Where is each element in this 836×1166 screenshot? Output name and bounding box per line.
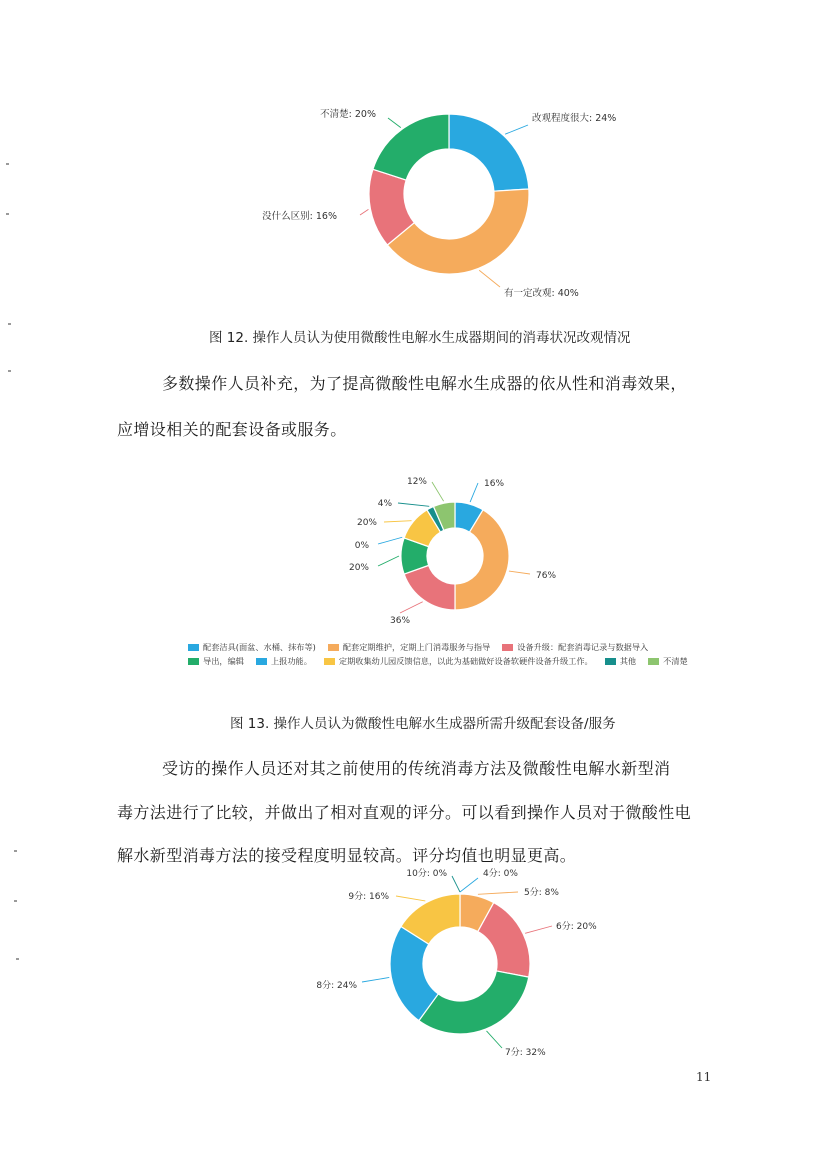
figure12-donut-chart (262, 108, 616, 299)
legend-label: 定期收集幼儿园反馈信息，以此为基础做好设备软硬件设备升级工作。 (338, 655, 593, 666)
figure14-donut-chart (316, 867, 597, 1058)
data-label: 6分: 20% (556, 922, 597, 932)
data-label: 9分: 16% (348, 892, 389, 902)
data-label: 76% (536, 571, 557, 581)
legend-row (188, 640, 708, 654)
leader-line (509, 571, 530, 574)
leader-line (505, 125, 528, 134)
leader-line (478, 892, 518, 894)
paragraph-2-line-1: 受访的操作人员还对其之前使用的传统消毒方法及微酸性电解水新型消 (162, 759, 671, 778)
legend-swatch (328, 644, 339, 651)
leader-line (378, 556, 399, 566)
leader-line (470, 483, 478, 502)
leader-line (384, 521, 412, 522)
legend-item (605, 656, 636, 667)
data-label: 没什么区别: 16% (262, 211, 337, 222)
legend-swatch (188, 658, 199, 665)
paragraph-1-line-2: 应增设相关的配套设备或服务。 (117, 420, 347, 439)
data-label: 4% (377, 499, 392, 509)
data-label: 8分: 24% (316, 981, 357, 991)
data-label: 不清楚: 20% (320, 109, 376, 120)
legend-swatch (605, 658, 616, 665)
data-label: 20% (348, 563, 369, 573)
donut-slice (449, 114, 529, 191)
legend-label: 导出，编辑 (203, 655, 244, 666)
leader-line (398, 503, 429, 506)
legend-item (648, 656, 688, 667)
legend-item (328, 642, 490, 653)
leader-line (362, 977, 389, 982)
legend-label: 配套洁具(面盆、水桶、抹布等) (203, 641, 316, 652)
leader-line (479, 270, 500, 287)
data-label: 5分: 8% (524, 888, 559, 898)
leader-line (360, 209, 368, 215)
leader-line (378, 537, 402, 544)
leader-line (487, 1031, 502, 1048)
leader-line (396, 896, 425, 901)
leader-line (525, 926, 552, 933)
page-number: 11 (696, 1070, 712, 1084)
leader-line (388, 118, 401, 128)
legend-item (324, 656, 593, 667)
data-label: 7分: 32% (505, 1048, 546, 1058)
legend-row (188, 654, 708, 668)
legend-label: 上报功能。 (270, 655, 312, 666)
legend-swatch (648, 658, 659, 665)
figure13-caption: 图 13. 操作人员认为微酸性电解水生成器所需升级配套设备/服务 (230, 716, 616, 732)
figure13-donut-chart (349, 477, 556, 626)
donut-slice (387, 189, 529, 274)
leader-line (400, 602, 423, 613)
legend-swatch (324, 658, 335, 665)
legend-label: 其他 (619, 655, 637, 666)
leader-line (432, 482, 444, 501)
legend-item (188, 642, 316, 653)
legend-item (188, 656, 244, 667)
donut-slice (404, 565, 455, 610)
leader-line (460, 878, 478, 892)
legend-swatch (188, 644, 199, 651)
data-label: 12% (406, 477, 427, 487)
legend-item (502, 642, 648, 653)
data-label: 16% (484, 479, 505, 489)
legend-label: 不清楚 (663, 655, 688, 666)
paragraph-2-line-2: 毒方法进行了比较，并做出了相对直观的评分。可以看到操作人员对于微酸性电 (117, 803, 692, 822)
paragraph-1-line-1: 多数操作人员补充，为了提高微酸性电解水生成器的依从性和消毒效果， (162, 374, 687, 393)
legend-item (256, 656, 312, 667)
figure12-caption: 图 12. 操作人员认为使用微酸性电解水生成器期间的消毒状况改观情况 (209, 330, 631, 346)
leader-line (452, 876, 460, 892)
legend-label: 设备升级：配套消毒记录与数据导入 (517, 641, 649, 652)
legend-swatch (502, 644, 513, 651)
data-label: 0% (354, 541, 369, 551)
data-label: 改观程度很大: 24% (532, 113, 617, 124)
legend-swatch (256, 658, 267, 665)
data-label: 36% (390, 616, 411, 626)
legend-label: 配套定期维护，定期上门消毒服务与指导 (342, 641, 491, 652)
figure13-legend (188, 640, 708, 668)
paragraph-2-line-3: 解水新型消毒方法的接受程度明显较高。评分均值也明显更高。 (117, 846, 577, 865)
donut-slice (419, 971, 529, 1034)
data-label: 20% (356, 518, 377, 528)
data-label: 10分: 0% (406, 869, 447, 879)
donut-slice (373, 114, 449, 180)
data-label: 有一定改观: 40% (504, 288, 579, 299)
data-label: 4分: 0% (483, 869, 518, 879)
